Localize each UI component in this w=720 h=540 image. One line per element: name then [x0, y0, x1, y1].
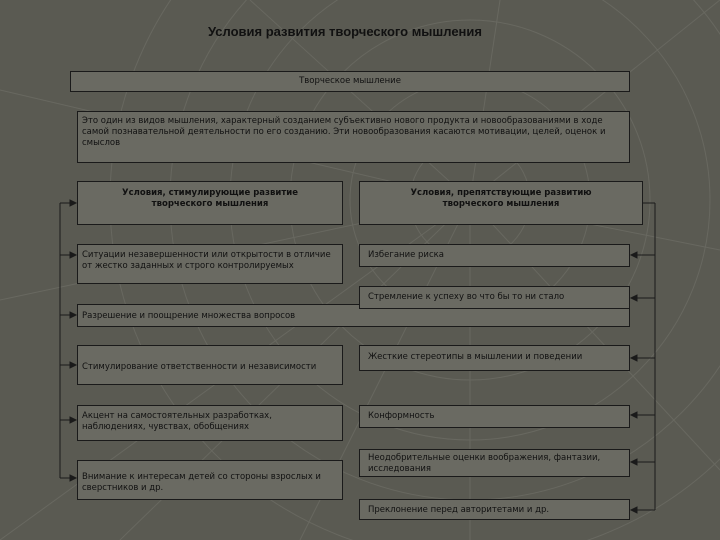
- page-title: Условия развития творческого мышления: [208, 24, 482, 39]
- right-item-text: Избегание риска: [368, 250, 444, 260]
- left-item-text: Разрешение и поощрение множества вопросов: [82, 311, 296, 321]
- left-item-text: Стимулирование ответственности и независимости: [82, 362, 317, 372]
- left-item-4: [77, 405, 343, 441]
- right-item-text: Жесткие стереотипы в мышлении и поведении: [368, 352, 583, 362]
- left-item-text: Внимание к интересам детей со стороны взрослых и сверстников и др.: [82, 472, 321, 493]
- left-item-text: Ситуации незавершенности или открытости в отличие от жестко заданных и строго контролируемых: [82, 250, 331, 271]
- left-item-1: [77, 244, 343, 284]
- right-item-6: [359, 499, 630, 520]
- creative-thinking-box: [70, 71, 630, 92]
- left-header-box: [77, 181, 343, 225]
- right-item-text: Неодобрительные оценки воображения, фантазии, исследования: [368, 453, 601, 474]
- right-header-box: [359, 181, 643, 225]
- right-item-text: Конформность: [368, 411, 435, 421]
- right-item-text: Стремление к успеху во что бы то ни стало: [368, 292, 565, 302]
- definition-box: [77, 111, 630, 163]
- left-item-3: [77, 345, 343, 385]
- right-item-4: [359, 405, 630, 428]
- creative-thinking-label: Творческое мышление: [299, 76, 401, 86]
- definition-text: Это один из видов мышления, характерный созданием субъективно нового продукта и новообразованиями в ходе самой познавательной деятельности по его созданию. Эти новообразования касаются мотивации, целей, оценок и смыслов: [82, 116, 606, 148]
- left-item-text: Акцент на самостоятельных разработках, наблюдениях, чувствах, обобщениях: [82, 411, 272, 432]
- right-item-3: [359, 345, 630, 371]
- right-header-text: Условия, препятствующие развитию творческого мышления: [410, 188, 592, 209]
- right-item-2: [359, 286, 630, 309]
- right-item-text: Преклонение перед авторитетами и др.: [368, 505, 550, 515]
- right-item-1: [359, 244, 630, 267]
- left-header-text: Условия, стимулирующие развитие творческого мышления: [122, 188, 298, 209]
- right-item-5: [359, 449, 630, 477]
- left-item-5: [77, 460, 343, 500]
